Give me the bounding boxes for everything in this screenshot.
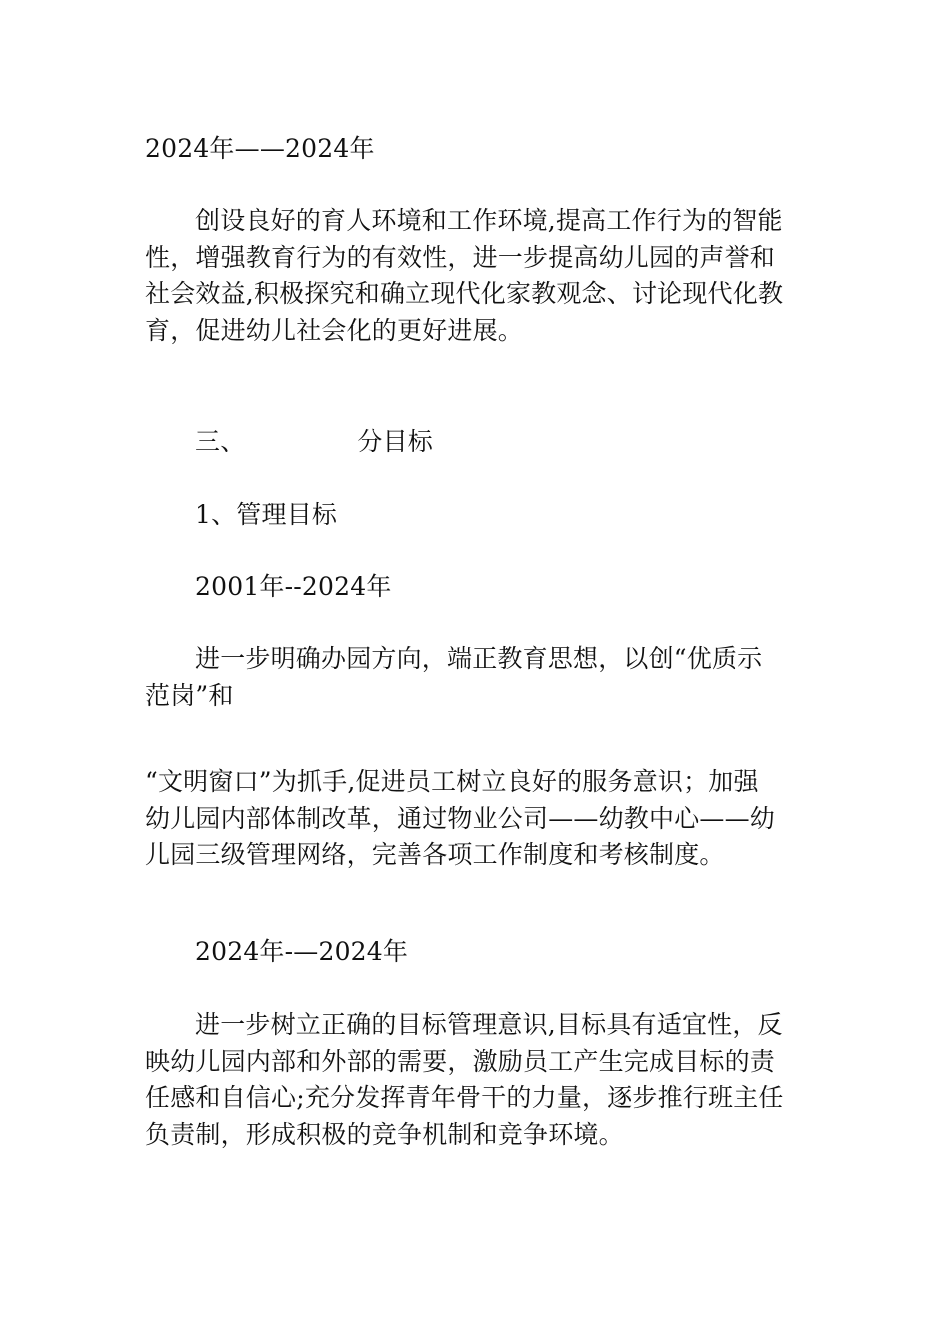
paragraph-line: 育，促进幼儿社会化的更好进展。 bbox=[145, 315, 524, 345]
section-title: 分目标 bbox=[357, 427, 434, 456]
paragraph-line: 负责制，形成积极的竞争机制和竞争环境。 bbox=[145, 1119, 624, 1149]
paragraph-line: 创设良好的育人环境和工作环境,提高工作行为的智能 bbox=[195, 206, 783, 235]
paragraph-line: 社会效益,积极探究和确立现代化家教观念、讨论现代化教 bbox=[145, 279, 784, 308]
period-line-2 bbox=[145, 569, 800, 606]
period-line-1 bbox=[145, 131, 800, 168]
section-heading bbox=[145, 424, 800, 461]
management-paragraph-1 bbox=[145, 641, 800, 714]
period-line-3 bbox=[145, 934, 800, 971]
period-text: 2024年——2024年 bbox=[145, 134, 375, 163]
goal-paragraph bbox=[145, 203, 800, 349]
subsection-heading bbox=[145, 497, 800, 534]
paragraph-line: 进一步明确办园方向，端正教育思想，以创“优质示 bbox=[195, 644, 763, 673]
management-paragraph-2 bbox=[145, 764, 800, 874]
paragraph-line: 性，增强教育行为的有效性，进一步提高幼儿园的声誉和 bbox=[145, 242, 776, 272]
paragraph-line: 范岗”和 bbox=[145, 680, 234, 710]
section-number: 三、 bbox=[195, 427, 246, 456]
period-text: 2024年-—2024年 bbox=[195, 937, 409, 966]
paragraph-line: 进一步树立正确的目标管理意识,目标具有适宜性，反 bbox=[195, 1010, 783, 1039]
paragraph-line: “文明窗口”为抓手,促进员工树立良好的服务意识；加强 bbox=[145, 767, 759, 796]
period-text: 2001年--2024年 bbox=[195, 572, 392, 601]
paragraph-line: 映幼儿园内部和外部的需要，激励员工产生完成目标的责 bbox=[145, 1046, 776, 1076]
subsection-title: 1、管理目标 bbox=[195, 500, 338, 529]
paragraph-line: 任感和自信心;充分发挥青年骨干的力量，逐步推行班主任 bbox=[145, 1083, 784, 1112]
paragraph-line: 幼儿园内部体制改革，通过物业公司——幼教中心——幼 bbox=[145, 803, 776, 833]
paragraph-line: 儿园三级管理网络，完善各项工作制度和考核制度。 bbox=[145, 840, 725, 869]
management-paragraph-3 bbox=[145, 1007, 800, 1153]
